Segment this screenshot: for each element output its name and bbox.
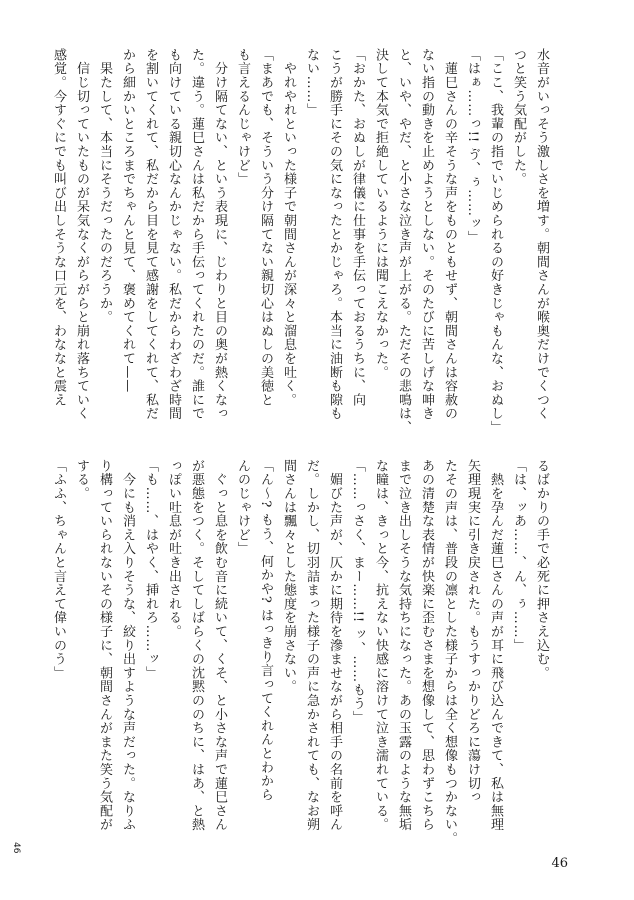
text-line: 今にも消え入りそうな、絞り出すような声だった。なりふ	[120, 459, 135, 832]
text-line: こうが勝手にその気になったとかじゃろ。本当に油断も隙も	[327, 48, 342, 421]
text-line: 「は、ッあ……、ん、ぅ……」	[511, 459, 526, 653]
page-number: 46	[551, 856, 568, 871]
text-line: 「ここ、我輩の指でいじめられるの好きじゃもんな、おぬし」	[488, 48, 503, 435]
text-line: だ。しかし、切羽詰まった様子の声に急かされても、なお朔	[304, 459, 319, 832]
text-line: やれやれといった様子で朝間さんが深々と溜息を吐く。	[281, 48, 296, 407]
text-line: あの清楚な表情が快楽に歪むさまを想像して、思わずこちら	[419, 459, 434, 832]
text-line: する。	[74, 459, 89, 501]
text-line: んのじゃけど」	[235, 459, 250, 556]
text-line: 果たして、本当にそうだったのだろうか。	[97, 48, 112, 324]
text-line: も向けている親切心なんかじゃない。私だからわざわざ時間	[166, 48, 181, 421]
text-line: つと笑う気配がした。	[511, 48, 526, 186]
text-line: 間さんは飄々とした態度を崩さない。	[281, 459, 296, 694]
text-line: を割いてくれて、私だから目を見て感謝をしてくれて、私だ	[143, 48, 158, 421]
text-line: 水音がいっそう激しさを増す。朝間さんが喉奥だけでくつく	[534, 48, 549, 421]
lower-text-block	[51, 459, 553, 846]
text-line: 感覚。今すぐにでも叫び出しそうな口元を、わななと震え	[51, 48, 66, 407]
text-line: 決して本気で拒絶しているようには聞こえなかった。	[373, 48, 388, 380]
text-line: 熱を孕んだ蓮巳さんの声が耳に飛び込んできて、私は無理	[488, 459, 503, 832]
text-line: 「まあでも、そういう分け隔てない親切心はぬしの美徳と	[258, 48, 273, 407]
text-line: まで泣き出しそうな気持ちになった。あの玉露のような無垢	[396, 459, 411, 832]
text-line: から細かいところまでちゃんと見て、褒めてくれて——	[120, 48, 135, 393]
text-line: も言えるんじゃけど」	[235, 48, 250, 186]
text-line: 蓮巳さんの辛そうな声をものともせず、朝間さんは容赦の	[442, 48, 457, 421]
text-line: 信じ切っていたものが呆気なくがらがらと崩れ落ちていく	[74, 48, 89, 421]
text-line: たその声は、普段の凛とした様子からは全く想像もつかない。	[442, 459, 457, 846]
upper-text-block	[51, 48, 553, 435]
text-line: 「おかた、おぬしが律儀に仕事を手伝っておるうちに、向	[350, 48, 365, 407]
text-line: 分け隔てない、という表現に、じわりと目の奥が熱くなっ	[212, 48, 227, 421]
text-line: 「ん〜? もう、何かや? はっきり言ってくれんとわから	[258, 459, 273, 802]
text-line: 「ふふ、ちゃんと言えて偉いのう」	[51, 459, 66, 680]
text-line: 矢理現実に引き戻された。もうすっかりどろに蕩け切っ	[465, 459, 480, 804]
text-line: り構っていられないその様子に、朝間さんがまた笑う気配が	[97, 459, 112, 832]
text-line: な瞳は、きっと今、抗えない快感に溶けて泣き濡れている。	[373, 459, 388, 832]
text-line: 「……っさく、まー……!! ッ、……もう」	[350, 459, 365, 725]
text-line: 「も……、はやく、挿れろ……ッ」	[143, 459, 158, 680]
side-page-number: 46	[11, 842, 21, 854]
text-line: 媚びた声が、仄かに期待を滲ませながら相手の名前を呼ん	[327, 459, 342, 832]
text-line: ぐっと息を飲む音に続いて、くそ、と小さな声で蓮巳さん	[212, 459, 227, 832]
text-line: 「はぁ……っ!! ゔ、ぅ……ッ」	[465, 48, 480, 245]
text-line: が悪態をつく。そしてしばらくの沈黙ののちに、はあ、と熱	[189, 459, 204, 832]
text-line: た。違う。蓮巳さんは私だから手伝ってくれたのだ。誰にで	[189, 48, 204, 421]
text-line: と、いや、やだ、と小さな泣き声が上がる。ただその悲鳴は、	[396, 48, 411, 435]
text-line: ない指の動きを止めようとしない。そのたびに苦しげな呻き	[419, 48, 434, 421]
text-line: るばかりの手で必死に押さえ込む。	[534, 459, 549, 680]
text-line: ない……」	[304, 48, 319, 117]
text-line: っぽい吐息が吐き出される。	[166, 459, 181, 639]
